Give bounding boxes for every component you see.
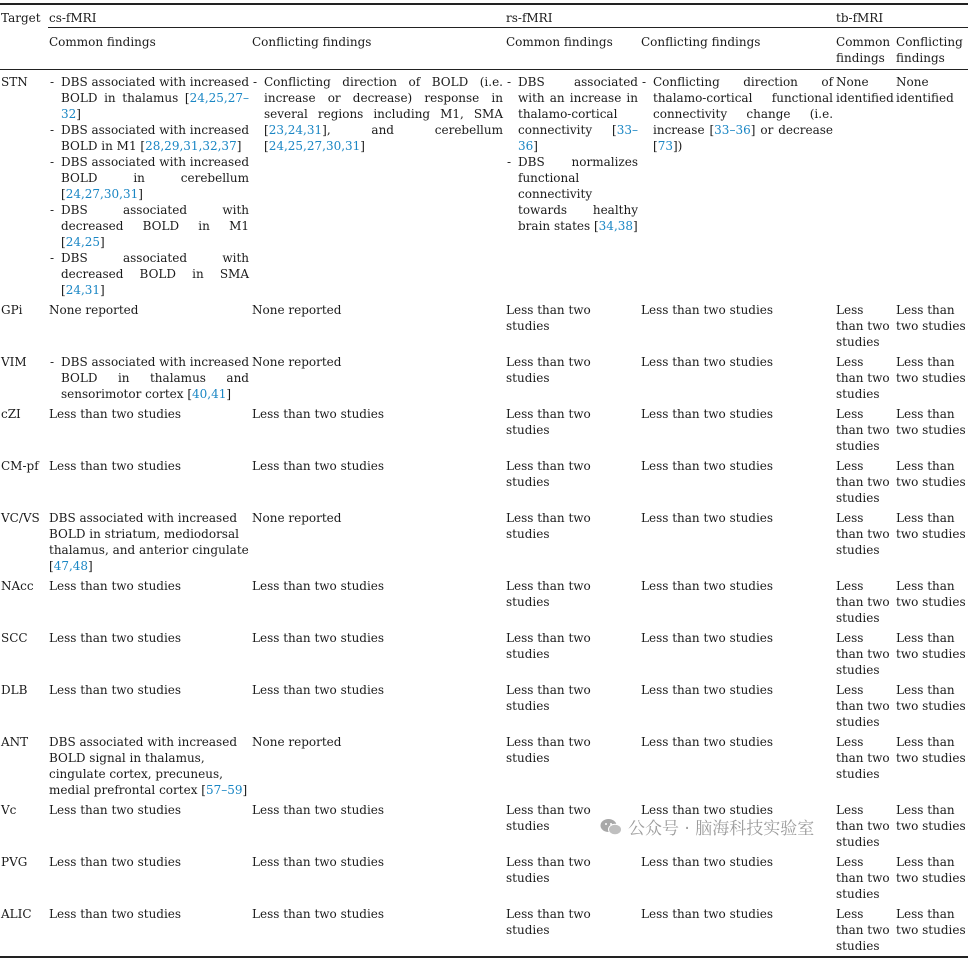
cell-cs-conflicting: None reported <box>252 735 342 749</box>
table-body <box>0 70 968 958</box>
row-target: CM-pf <box>1 459 39 473</box>
cell-tb-common: Less than two studies <box>836 511 890 557</box>
cell-cs-common: Less than two studies <box>49 683 182 697</box>
cell-tb-common: Less than two studies <box>836 407 890 453</box>
header-cs-fmri: cs-fMRI <box>48 4 505 28</box>
header-cs-common: Common findings <box>48 28 251 70</box>
cell-tb-conflicting: Less than two studies <box>896 459 966 489</box>
citation-link[interactable]: 40,41 <box>192 387 227 401</box>
cell-rs-common: Less than two studies <box>506 303 591 333</box>
finding-item: - DBS associated with increased BOLD in thalamus and sensorimotor cortex [40,41] <box>49 354 249 402</box>
cell-tb-conflicting: Less than two studies <box>896 683 966 713</box>
cell-cs-conflicting: Less than two studies <box>252 407 385 421</box>
citation-link[interactable]: 73 <box>657 139 673 153</box>
citation-link[interactable]: 24,31 <box>65 283 101 297</box>
cell-rs-conflicting: Less than two studies <box>641 459 774 473</box>
cell-rs-common: Less than two studies <box>506 803 591 833</box>
cell-tb-conflicting: Less than two studies <box>896 855 966 885</box>
cell-rs-conflicting: Less than two studies <box>641 579 774 593</box>
table-row <box>0 298 968 350</box>
wechat-icon <box>600 818 622 836</box>
findings-list <box>252 74 503 154</box>
cell-tb-conflicting: Less than two studies <box>896 579 966 609</box>
cell-tb-common: Less than two studies <box>836 803 890 849</box>
table-row <box>0 626 968 678</box>
cell-rs-common: Less than two studies <box>506 631 591 661</box>
citation-link[interactable]: 24,25,27–32 <box>61 91 249 121</box>
row-target: Vc <box>1 803 17 817</box>
cell-rs-conflicting: Less than two studies <box>641 631 774 645</box>
cell-rs-common: Less than two studies <box>506 579 591 609</box>
header-tb-fmri: tb-fMRI <box>835 4 968 28</box>
cell-rs-common: Less than two studies <box>506 855 591 885</box>
cell-tb-common: Less than two studies <box>836 631 890 677</box>
cell-cs-conflicting: None reported <box>252 355 342 369</box>
cell-tb-conflicting: Less than two studies <box>896 303 966 333</box>
cell-cs-conflicting: Less than two studies <box>252 803 385 817</box>
header-rs-conflicting: Conflicting findings <box>640 28 835 70</box>
cell-cs-conflicting: Less than two studies <box>252 459 385 473</box>
table-row <box>0 902 968 957</box>
findings-list <box>49 354 249 402</box>
cell-cs-common: Less than two studies <box>49 579 182 593</box>
finding-item: - DBS associated with decreased BOLD in M1 [24,25] <box>49 202 249 250</box>
cell-rs-conflicting: Less than two studies <box>641 511 774 525</box>
cell-tb-conflicting: Less than two studies <box>896 511 966 541</box>
row-target: NAcc <box>1 579 34 593</box>
cell-tb-common: Less than two studies <box>836 683 890 729</box>
citation-link[interactable]: 47,48 <box>53 559 89 573</box>
findings-list <box>49 74 249 298</box>
cell-cs-conflicting: None reported <box>252 511 342 525</box>
finding-item: - DBS associated with increased BOLD in cerebellum [24,27,30,31] <box>49 154 249 202</box>
table-row <box>0 454 968 506</box>
cell-cs-conflicting <box>251 70 505 299</box>
cell-cs-common: Less than two studies <box>49 407 182 421</box>
row-target: ANT <box>1 735 29 749</box>
row-target: GPi <box>1 303 23 317</box>
row-target: VC/VS <box>1 511 40 525</box>
cell-tb-conflicting: Less than two studies <box>895 902 968 957</box>
row-target: PVG <box>1 855 28 869</box>
finding-item: - DBS normalizes functional connectivity towards healthy brain states [34,38] <box>506 154 638 234</box>
cell-tb-common: Less than two studies <box>836 355 890 401</box>
cell-cs-conflicting: None reported <box>252 303 342 317</box>
citation-link[interactable]: 24,27,30,31 <box>65 187 139 201</box>
cell-tb-conflicting: Less than two studies <box>896 407 966 437</box>
citation-link[interactable]: 23,24,31 <box>268 123 323 137</box>
finding-item: - Conflicting direction of BOLD (i.e. increase or decrease) response in several regions including M1, SMA [23,24,31], and cerebellum [24,25,27,30,31] <box>252 74 503 154</box>
header-tb-common: Common findings <box>835 28 895 70</box>
citation-link[interactable]: 34,38 <box>598 219 634 233</box>
findings-table <box>0 3 968 958</box>
cell-cs-common: DBS associated with increased BOLD in striatum, mediodorsal thalamus, and anterior cingulate [47,48] <box>49 511 249 573</box>
header-tb-conflicting: Conflicting findings <box>895 28 968 70</box>
row-target: cZI <box>1 407 21 421</box>
cell-cs-conflicting: Less than two studies <box>252 855 385 869</box>
header-rs-common: Common findings <box>505 28 640 70</box>
cell-rs-common: Less than two studies <box>505 902 640 957</box>
cell-rs-common <box>505 70 640 299</box>
cell-cs-common: Less than two studies <box>49 631 182 645</box>
header-cs-conflicting: Conflicting findings <box>251 28 505 70</box>
cell-rs-conflicting: Less than two studies <box>641 683 774 697</box>
cell-cs-common: None reported <box>49 303 139 317</box>
cell-cs-common: Less than two studies <box>49 855 182 869</box>
finding-item: - DBS associated with an increase in thalamo-cortical connectivity [33–36] <box>506 74 638 154</box>
cell-cs-conflicting: Less than two studies <box>252 579 385 593</box>
cell-tb-common: Less than two studies <box>836 855 890 901</box>
cell-rs-conflicting: Less than two studies <box>641 735 774 749</box>
cell-tb-common: Less than two studies <box>836 459 890 505</box>
cell-rs-conflicting <box>640 70 835 299</box>
citation-link[interactable]: 57–59 <box>205 783 243 797</box>
header-rs-fmri: rs-fMRI <box>505 4 835 28</box>
citation-link[interactable]: 24,25 <box>65 235 101 249</box>
cell-cs-common: Less than two studies <box>49 459 182 473</box>
table-row <box>0 574 968 626</box>
cell-rs-common: Less than two studies <box>506 407 591 437</box>
cell-rs-common: Less than two studies <box>506 459 591 489</box>
header-blank <box>0 28 48 70</box>
cell-rs-common: Less than two studies <box>506 355 591 385</box>
cell-rs-common: Less than two studies <box>506 511 591 541</box>
table-row <box>0 730 968 798</box>
cell-cs-common <box>48 350 251 402</box>
cell-rs-conflicting: Less than two studies <box>641 855 774 869</box>
cell-rs-common: Less than two studies <box>506 735 591 765</box>
row-target: DLB <box>1 683 28 697</box>
cell-tb-conflicting: Less than two studies <box>896 735 966 765</box>
cell-rs-conflicting: Less than two studies <box>641 803 774 817</box>
row-target: VIM <box>1 355 27 369</box>
cell-cs-conflicting: Less than two studies <box>252 683 385 697</box>
cell-tb-common: Less than two studies <box>835 902 895 957</box>
cell-tb-common: Less than two studies <box>836 303 890 349</box>
cell-rs-conflicting: Less than two studies <box>641 303 774 317</box>
cell-cs-conflicting: Less than two studies <box>251 902 505 957</box>
table-row <box>0 70 968 299</box>
finding-item: - DBS associated with increased BOLD in thalamus [24,25,27–32] <box>49 74 249 122</box>
cell-tb-common: None identified <box>836 75 894 105</box>
finding-item: - Conflicting direction of thalamo-cortical functional connectivity change (i.e. increase [33–36] or decrease [73]) <box>641 74 833 154</box>
citation-link[interactable]: 33–36 <box>714 123 751 137</box>
row-target: SCC <box>1 631 28 645</box>
cell-cs-common <box>48 70 251 299</box>
cell-tb-conflicting: None identified <box>896 75 954 105</box>
finding-item: - DBS associated with decreased BOLD in SMA [24,31] <box>49 250 249 298</box>
cell-tb-conflicting: Less than two studies <box>896 803 966 833</box>
cell-cs-common: Less than two studies <box>48 902 251 957</box>
findings-list <box>506 74 638 234</box>
cell-tb-common: Less than two studies <box>836 735 890 781</box>
finding-item: - DBS associated with increased BOLD in M1 [28,29,31,32,37] <box>49 122 249 154</box>
citation-link[interactable]: 24,25,27,30,31 <box>268 139 361 153</box>
table-row <box>0 850 968 902</box>
watermark <box>600 814 814 839</box>
table-row <box>0 678 968 730</box>
table-row <box>0 506 968 574</box>
cell-rs-common: Less than two studies <box>506 683 591 713</box>
cell-rs-conflicting: Less than two studies <box>641 355 774 369</box>
row-target: STN <box>1 75 28 89</box>
header-target: Target <box>0 4 48 28</box>
cell-tb-conflicting: Less than two studies <box>896 631 966 661</box>
table-row <box>0 350 968 402</box>
findings-list <box>641 74 833 154</box>
watermark-text: 公众号 · 脑海科技实验室 <box>628 819 815 839</box>
citation-link[interactable]: 33–36 <box>518 123 638 153</box>
table-row <box>0 798 968 850</box>
table-row <box>0 402 968 454</box>
cell-cs-common: Less than two studies <box>49 803 182 817</box>
citation-link[interactable]: 28,29,31,32,37 <box>145 139 237 153</box>
cell-cs-common: DBS associated with increased BOLD signal in thalamus, cingulate cortex, precuneus, medial prefrontal cortex [57–59] <box>49 735 248 797</box>
cell-cs-conflicting: Less than two studies <box>252 631 385 645</box>
row-target: ALIC <box>0 902 48 957</box>
cell-tb-common: Less than two studies <box>836 579 890 625</box>
cell-rs-conflicting: Less than two studies <box>641 407 774 421</box>
cell-rs-conflicting: Less than two studies <box>640 902 835 957</box>
cell-tb-conflicting: Less than two studies <box>896 355 966 385</box>
